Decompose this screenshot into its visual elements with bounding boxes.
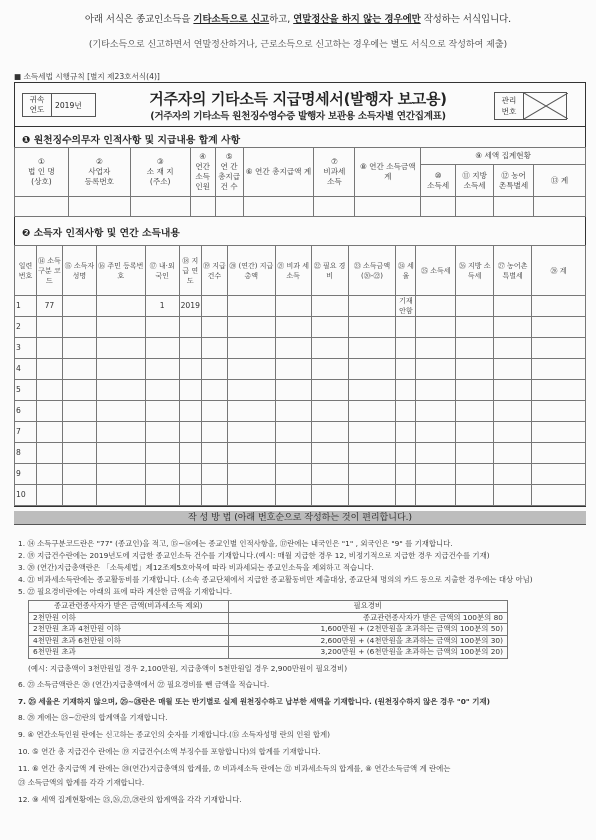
input-cell[interactable] <box>36 317 62 338</box>
input-cell[interactable] <box>227 464 275 485</box>
input-cell[interactable] <box>179 485 201 506</box>
input-cell[interactable] <box>275 317 311 338</box>
input-cell[interactable] <box>275 401 311 422</box>
input-cell[interactable] <box>243 197 314 217</box>
input-cell[interactable] <box>494 422 532 443</box>
guide-item: 4. ㉑ 비과세소득란에는 종교활동비를 기재합니다. (소속 종교단체에서 지급한 종교활동비만 제출대상, 종교단체 명의의 카드 등으로 지출한 경우에는 대상 아님) <box>18 575 533 584</box>
input-cell[interactable] <box>36 485 62 506</box>
input-cell[interactable] <box>179 422 201 443</box>
input-cell[interactable] <box>416 485 456 506</box>
col-header: ㉕ 소득세 <box>416 246 456 296</box>
input-cell[interactable] <box>62 401 96 422</box>
input-cell[interactable] <box>421 197 456 217</box>
input-cell[interactable] <box>179 464 201 485</box>
input-cell[interactable]: 77 <box>36 296 62 317</box>
input-cell[interactable] <box>201 359 227 380</box>
input-cell[interactable] <box>456 464 494 485</box>
guide-item: 3. ⑳ (연간)지급총액란은 「소득세법」제12조제5호아목에 따라 비과세되는 종교인소득을 제외하고 적습니다. <box>18 563 374 572</box>
notice-text: 아래 서식은 종교인소득을 <box>84 14 194 25</box>
expense-header: 필요경비 <box>228 601 507 613</box>
input-cell[interactable] <box>494 359 532 380</box>
input-cell[interactable] <box>201 485 227 506</box>
input-cell[interactable] <box>179 359 201 380</box>
input-cell[interactable] <box>348 485 396 506</box>
input-cell[interactable] <box>348 401 396 422</box>
notice-line-2: (기타소득으로 신고하면서 연말정산하거나, 근로소득으로 신고하는 경우에는 별도 서식으로 작성하여 제출) <box>88 40 508 50</box>
col-header: ⑱ 지급 연도 <box>179 246 201 296</box>
expense-cell: 2천만원 초과 4천만원 이하 <box>29 624 229 636</box>
guide-item: 6. ㉓ 소득금액란은 ⑳ (연간)지급총액에서 ㉒ 필요경비를 뺀 금액을 적습니다. <box>18 680 270 689</box>
input-cell[interactable] <box>456 338 494 359</box>
row-number: 8 <box>15 443 37 464</box>
input-cell[interactable] <box>532 422 586 443</box>
input-cell[interactable] <box>348 422 396 443</box>
input-cell[interactable] <box>416 338 456 359</box>
input-cell[interactable] <box>36 359 62 380</box>
input-cell[interactable] <box>201 401 227 422</box>
input-cell[interactable] <box>145 380 179 401</box>
guide-item: ㉓ 소득금액의 합계를 각각 기재합니다. <box>18 778 145 787</box>
input-cell[interactable] <box>227 359 275 380</box>
input-cell[interactable] <box>532 401 586 422</box>
table-row <box>15 380 586 401</box>
input-cell[interactable] <box>311 443 348 464</box>
input-cell[interactable] <box>416 359 456 380</box>
input-cell[interactable] <box>311 422 348 443</box>
input-cell[interactable] <box>348 443 396 464</box>
guide-item: 1. ⑭ 소득구분코드란은 "77" (종교인)을 적고, ⑮~⑯에는 종교인별 인적사항을, ⑰란에는 내국인은 "1" , 외국인은 "9" 를 기재합니다. <box>18 539 453 548</box>
col-annual-count: ⑤ 연 간 총지급 건 수 <box>215 148 243 197</box>
input-cell[interactable] <box>532 338 586 359</box>
input-cell[interactable] <box>396 359 416 380</box>
year-value: 2019년 <box>55 101 82 110</box>
table-row <box>15 317 586 338</box>
input-cell[interactable] <box>532 485 586 506</box>
guide-item: 11. ⑥ 연간 총지급액 계 란에는 ⑳(연간)지급총액의 합계를, ⑦ 비과세소득 란에는 ㉑ 비과세소득의 합계를, ⑧ 연간소득금액 계 란에는 <box>18 764 451 773</box>
input-cell[interactable] <box>130 197 190 217</box>
col-header: ㉓ 소득금액 (⑳-㉒) <box>348 246 396 296</box>
input-cell[interactable] <box>36 401 62 422</box>
expense-table <box>28 600 508 659</box>
input-cell[interactable] <box>456 380 494 401</box>
input-cell[interactable] <box>201 380 227 401</box>
guide-item: 9. ④ 연간소득인원 란에는 신고하는 종교인의 숫자를 기재합니다.(⑮ 소득자성명 란의 인원 합계) <box>18 730 331 739</box>
notice-emphasis: 연말정산을 하지 않는 경우에만 <box>293 14 421 25</box>
input-cell[interactable] <box>416 443 456 464</box>
col-header: ㉘ 계 <box>532 246 586 296</box>
input-cell[interactable] <box>179 380 201 401</box>
table-row <box>15 443 586 464</box>
row-number: 10 <box>15 485 37 506</box>
input-cell[interactable] <box>96 359 145 380</box>
col-total-paid: ⑥ 연간 총지급액 계 <box>243 148 314 197</box>
input-cell[interactable] <box>396 422 416 443</box>
input-cell[interactable] <box>145 422 179 443</box>
guide-item: 5. ㉒ 필요경비란에는 아래의 표에 따라 계산한 금액을 기재합니다. <box>18 587 233 596</box>
col-tax-summary: ⑨ 세액 집계현황 <box>421 148 586 165</box>
input-cell[interactable] <box>311 464 348 485</box>
input-cell[interactable] <box>532 296 586 317</box>
guide-item: (예시: 지급총액이 3천만원일 경우 2,100만원, 지급총액이 5천만원일 경우 2,900만원이 필요경비) <box>28 664 348 673</box>
input-cell[interactable] <box>494 317 532 338</box>
input-cell[interactable] <box>456 296 494 317</box>
input-cell[interactable] <box>348 380 396 401</box>
input-cell[interactable] <box>227 380 275 401</box>
input-cell[interactable] <box>68 197 130 217</box>
row-number: 9 <box>15 464 37 485</box>
input-cell[interactable] <box>532 317 586 338</box>
input-cell[interactable] <box>96 464 145 485</box>
input-cell[interactable] <box>145 338 179 359</box>
col-header: ㉔ 세율 <box>396 246 416 296</box>
input-cell[interactable] <box>348 296 396 317</box>
col-tax-total: ⑬ 계 <box>534 165 586 197</box>
input-cell[interactable] <box>36 380 62 401</box>
input-cell[interactable] <box>416 464 456 485</box>
table-row <box>15 464 586 485</box>
col-income-total: ⑧ 연간 소득금액 계 <box>355 148 421 197</box>
input-cell[interactable] <box>275 380 311 401</box>
input-cell[interactable] <box>355 197 421 217</box>
col-income-tax: ⑩ 소득세 <box>421 165 456 197</box>
input-cell[interactable] <box>396 464 416 485</box>
input-cell[interactable] <box>227 443 275 464</box>
row-number: 7 <box>15 422 37 443</box>
guide-item: 10. ⑤ 연간 총 지급건수 란에는 ⑲ 지급건수(소액 부징수를 포함합니다)의 합계를 기재합니다. <box>18 747 321 756</box>
input-cell[interactable] <box>96 380 145 401</box>
input-cell[interactable] <box>456 422 494 443</box>
input-cell[interactable] <box>201 443 227 464</box>
expense-cell: 6천만원 초과 <box>29 647 229 659</box>
input-cell[interactable] <box>396 338 416 359</box>
input-cell[interactable] <box>494 197 534 217</box>
input-cell[interactable] <box>179 317 201 338</box>
guide-item: 2. ⑲ 지급건수란에는 2019년도에 지급한 종교인소득 건수를 기재합니다.(예시: 매월 지급한 경우 12, 비정기적으로 지급한 경우 지급건수를 기재) <box>18 551 490 560</box>
row-number: 2 <box>15 317 37 338</box>
col-header: ⑯ 주민 등록번호 <box>96 246 145 296</box>
input-cell[interactable] <box>62 485 96 506</box>
row-number: 1 <box>15 296 37 317</box>
input-cell[interactable] <box>416 380 456 401</box>
input-cell[interactable] <box>416 401 456 422</box>
input-cell[interactable] <box>145 359 179 380</box>
mgmt-label: 관리 번호 <box>501 96 517 116</box>
input-cell[interactable] <box>275 464 311 485</box>
input-cell[interactable] <box>201 338 227 359</box>
col-header: ㉖ 지방 소득세 <box>456 246 494 296</box>
management-number-box <box>494 92 567 120</box>
input-cell[interactable] <box>62 443 96 464</box>
input-cell[interactable] <box>62 317 96 338</box>
input-cell[interactable] <box>96 338 145 359</box>
input-cell[interactable] <box>227 485 275 506</box>
input-cell[interactable] <box>36 464 62 485</box>
input-cell[interactable]: 2019 <box>179 296 201 317</box>
input-cell[interactable]: 1 <box>145 296 179 317</box>
col-header: ⑲ 지급 건수 <box>201 246 227 296</box>
input-cell[interactable] <box>96 443 145 464</box>
input-cell[interactable] <box>494 464 532 485</box>
col-address: ③ 소 재 지 (주소) <box>130 148 190 197</box>
input-cell[interactable] <box>416 422 456 443</box>
input-cell[interactable] <box>456 359 494 380</box>
input-cell[interactable] <box>227 338 275 359</box>
col-header: 일련 번호 <box>15 246 37 296</box>
table-row <box>15 359 586 380</box>
input-cell[interactable] <box>494 401 532 422</box>
notice-text: 하고, <box>269 14 294 25</box>
input-cell[interactable] <box>311 359 348 380</box>
input-cell[interactable] <box>416 317 456 338</box>
expense-cell: 3,200만원 + (6천만원을 초과하는 금액의 100분의 20) <box>228 647 507 659</box>
input-cell[interactable] <box>179 338 201 359</box>
input-cell[interactable] <box>227 296 275 317</box>
input-cell[interactable] <box>62 338 96 359</box>
input-cell[interactable] <box>311 317 348 338</box>
guide-item: 7. ㉕ 세율은 기재하지 않으며, ㉕~㉘란은 매월 또는 반기별로 실제 원천징수하고 납부한 세액을 기재합니다. (원천징수하지 않은 경우 "0" 기재) <box>18 697 490 706</box>
input-cell[interactable] <box>227 401 275 422</box>
col-rural-tax: ⑫ 농어 촌특별세 <box>494 165 534 197</box>
input-cell[interactable] <box>275 338 311 359</box>
table-row <box>15 296 586 317</box>
input-cell[interactable] <box>96 317 145 338</box>
input-cell[interactable] <box>456 443 494 464</box>
input-cell[interactable] <box>494 485 532 506</box>
input-cell[interactable] <box>190 197 215 217</box>
recipient-table <box>14 245 586 506</box>
table-row <box>15 338 586 359</box>
expense-cell: 1,600만원 + (2천만원을 초과하는 금액의 100분의 50) <box>228 624 507 636</box>
input-cell[interactable] <box>145 443 179 464</box>
row-number: 4 <box>15 359 37 380</box>
input-cell[interactable] <box>15 197 69 217</box>
input-cell[interactable] <box>201 464 227 485</box>
table-row <box>15 485 586 506</box>
col-annual-persons: ④ 연간 소득 인원 <box>190 148 215 197</box>
col-header: ⑳ (연간) 지급총액 <box>227 246 275 296</box>
input-cell[interactable] <box>227 422 275 443</box>
input-cell[interactable] <box>227 317 275 338</box>
cross-out-icon <box>524 93 568 119</box>
guide-header: 작 성 방 법 (아래 번호순으로 작성하는 것이 편리합니다.) <box>14 511 586 525</box>
input-cell[interactable] <box>62 464 96 485</box>
input-cell[interactable] <box>275 485 311 506</box>
input-cell[interactable] <box>96 296 145 317</box>
input-cell[interactable] <box>532 359 586 380</box>
input-cell[interactable] <box>396 380 416 401</box>
mgmt-field[interactable] <box>523 93 567 119</box>
input-cell[interactable] <box>456 401 494 422</box>
input-cell[interactable] <box>96 401 145 422</box>
col-business-number: ② 사업자 등록번호 <box>68 148 130 197</box>
input-cell[interactable] <box>494 296 532 317</box>
input-cell[interactable] <box>348 464 396 485</box>
input-cell[interactable] <box>62 359 96 380</box>
input-cell[interactable] <box>396 401 416 422</box>
form-title: 거주자의 기타소득 지급명세서(발행자 보고용) <box>149 90 447 108</box>
input-cell[interactable] <box>314 197 355 217</box>
input-cell[interactable] <box>494 443 532 464</box>
row-number: 6 <box>15 401 37 422</box>
input-cell[interactable] <box>348 317 396 338</box>
expense-header: 종교관련종사자가 받은 금액(비과세소득 제외) <box>29 601 229 613</box>
section-1-title: ❶ 원천징수의무자 인적사항 및 지급내용 합계 사항 <box>22 135 241 146</box>
input-cell[interactable] <box>36 443 62 464</box>
notice-line-1 <box>0 14 596 26</box>
input-cell[interactable] <box>311 485 348 506</box>
input-cell[interactable] <box>396 443 416 464</box>
col-header: ㉑ 비과 세소득 <box>275 246 311 296</box>
input-cell[interactable] <box>36 422 62 443</box>
input-cell[interactable] <box>62 296 96 317</box>
input-cell[interactable] <box>275 422 311 443</box>
input-cell[interactable] <box>416 296 456 317</box>
input-cell[interactable] <box>275 359 311 380</box>
input-cell[interactable] <box>145 464 179 485</box>
col-local-tax: ⑪ 지방 소득세 <box>456 165 494 197</box>
input-cell[interactable] <box>201 422 227 443</box>
input-cell[interactable] <box>532 443 586 464</box>
input-cell[interactable] <box>348 338 396 359</box>
input-cell[interactable]: 기재 안함 <box>396 296 416 317</box>
input-cell[interactable] <box>179 401 201 422</box>
col-nontaxable: ⑦ 비과세 소득 <box>314 148 355 197</box>
input-cell[interactable] <box>36 338 62 359</box>
input-cell[interactable] <box>275 296 311 317</box>
table-row <box>15 401 586 422</box>
year-box <box>22 93 96 117</box>
input-cell[interactable] <box>456 197 494 217</box>
input-cell[interactable] <box>179 443 201 464</box>
input-cell[interactable] <box>534 197 586 217</box>
guide-item: 12. ⑨ 세액 집계현황에는 ㉕,㉖,㉗,㉘란의 합계액을 각각 기재합니다. <box>18 795 242 804</box>
form-subtitle: (거주자의 기타소득 원천징수영수증 발행자 보관용 소득자별 연간집계표) <box>150 111 446 122</box>
guide-item: 8. ㉘ 계에는 ㉕~㉗란의 합계액을 기재합니다. <box>18 713 168 722</box>
input-cell[interactable] <box>494 338 532 359</box>
input-cell[interactable] <box>201 296 227 317</box>
col-header: ⑭ 소득 구분 코드 <box>36 246 62 296</box>
input-cell[interactable] <box>145 317 179 338</box>
col-company-name: ① 법 인 명 (상호) <box>15 148 69 197</box>
input-cell[interactable] <box>275 443 311 464</box>
expense-cell: 종교관련종사자가 받은 금액의 100분의 80 <box>228 612 507 624</box>
input-cell[interactable] <box>311 401 348 422</box>
col-header: ⑰ 내·외 국인 <box>145 246 179 296</box>
input-cell[interactable] <box>396 317 416 338</box>
col-header: ⑮ 소득자 성명 <box>62 246 96 296</box>
input-cell[interactable] <box>96 422 145 443</box>
law-reference: ■ 소득세법 시행규칙 [별지 제23호서식(4)] <box>14 72 160 81</box>
input-cell[interactable] <box>96 485 145 506</box>
input-cell[interactable] <box>396 485 416 506</box>
input-cell[interactable] <box>494 380 532 401</box>
input-cell[interactable] <box>215 197 243 217</box>
row-number: 3 <box>15 338 37 359</box>
input-cell[interactable] <box>62 380 96 401</box>
notice-text: 작성하는 서식입니다. <box>420 14 512 25</box>
year-label: 귀속 연도 <box>29 95 45 114</box>
withholder-table <box>14 147 586 217</box>
input-cell[interactable] <box>348 359 396 380</box>
input-cell[interactable] <box>311 296 348 317</box>
expense-cell: 4천만원 초과 6천만원 이하 <box>29 635 229 647</box>
input-cell[interactable] <box>532 464 586 485</box>
input-cell[interactable] <box>311 338 348 359</box>
input-cell[interactable] <box>145 485 179 506</box>
input-cell[interactable] <box>311 380 348 401</box>
notice-emphasis: 기타소득으로 신고 <box>193 14 270 25</box>
input-cell[interactable] <box>532 380 586 401</box>
section-2-title: ❷ 소득자 인적사항 및 연간 소득내용 <box>22 228 180 239</box>
input-cell[interactable] <box>62 422 96 443</box>
input-cell[interactable] <box>145 401 179 422</box>
input-cell[interactable] <box>456 317 494 338</box>
expense-cell: 2,600만원 + (4천만원을 초과하는 금액의 100분의 30) <box>228 635 507 647</box>
input-cell[interactable] <box>456 485 494 506</box>
col-header: ㉗ 농어촌 특별세 <box>494 246 532 296</box>
col-header: ㉒ 필요 경비 <box>311 246 348 296</box>
expense-cell: 2천만원 이하 <box>29 612 229 624</box>
input-cell[interactable] <box>201 317 227 338</box>
row-number: 5 <box>15 380 37 401</box>
table-row <box>15 422 586 443</box>
